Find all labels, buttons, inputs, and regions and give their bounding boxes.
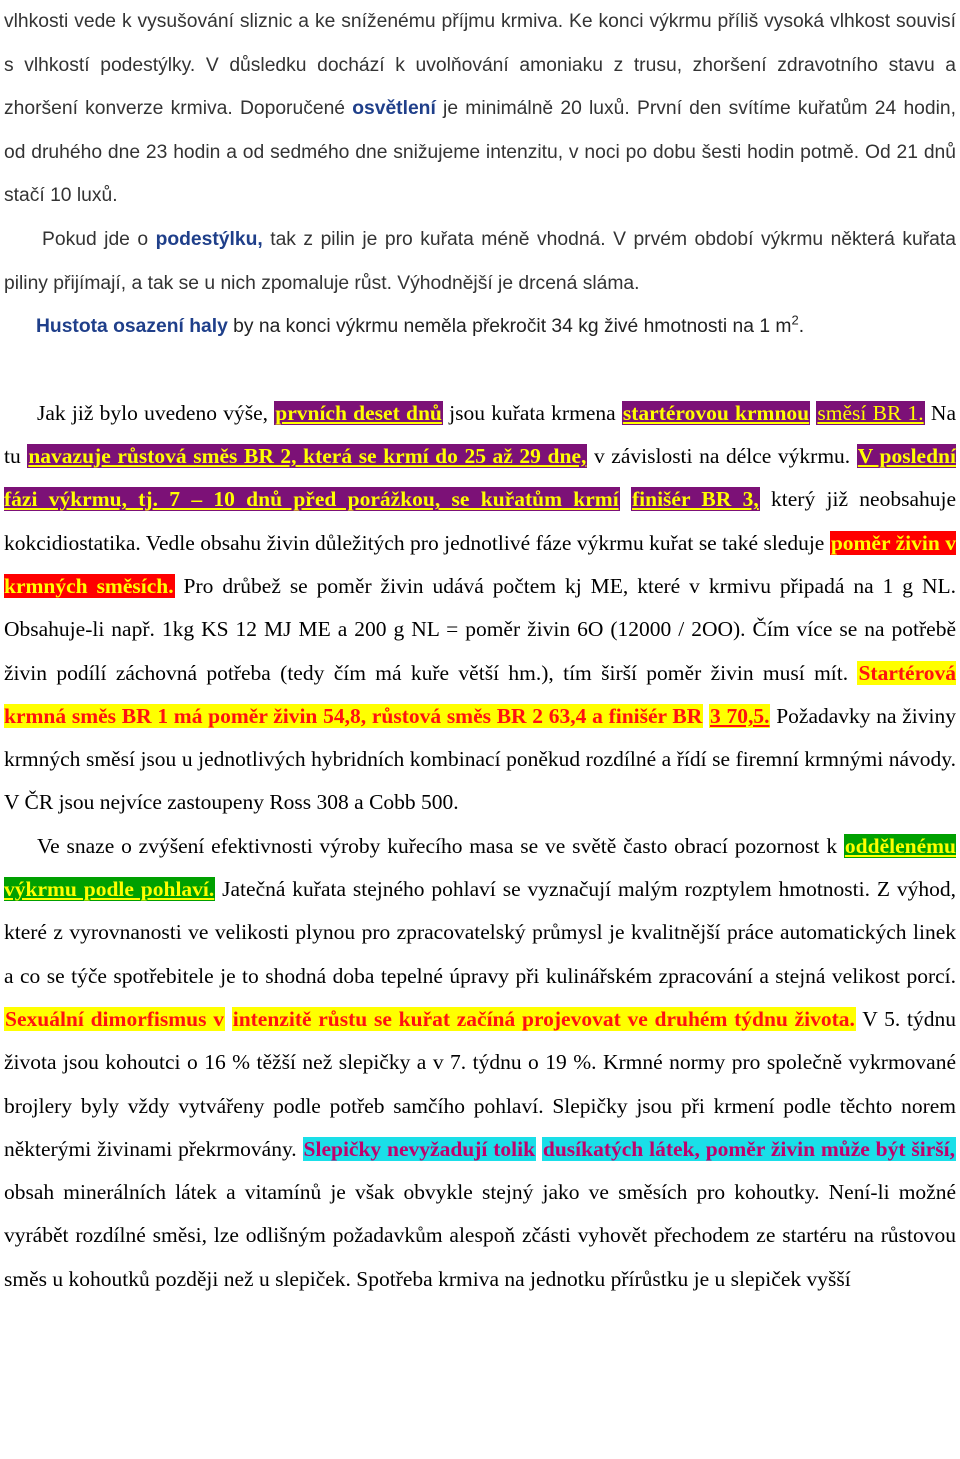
text: Pro drůbež se poměr živin udává počtem kj ME, které v krmivu připadá na 1 g NL. Obsahuje-li např. 1kg KS 12 MJ ME a 200 g NL = poměr živin 6O (12000 / 2OO). Čím více se na potřebě živin podílí záchovná potřeba (tedy čím má kuře větší hm.), tím širší poměr živin musí mít. [4, 573, 956, 685]
highlight-dimorphism: Sexuální dimorfismus v [5, 1006, 224, 1031]
paragraph-sex-separation [4, 825, 956, 1301]
spacer [4, 349, 956, 392]
text: V 5. týdnu života jsou kohoutci o 16 % těžší než slepičky a v 7. týdnu o 19 %. Krmné normy pro společně vykrmované brojlery byly vždy vytvářeny podle potřeb samčího pohlaví. Slepičky jsou při krmení podle těchto norem některými živinami překrmovány. [4, 1006, 957, 1161]
superscript: 2 [791, 312, 799, 328]
keyword-density: Hustota osazení haly [36, 316, 228, 338]
text: je minimálně 20 luxů. První den svítíme kuřatům 24 hodin, od druhého dne 23 hodin a od sedmého dne snižujeme intenzitu, v noci po dobu šesti hodin potmě. Od 21 dnů stačí 10 luxů. [4, 98, 956, 207]
highlight-ratio-values-cont: 3 70,5. [710, 703, 770, 728]
text: Ve snaze o zvýšení efektivnosti výroby kuřecího masa se ve světě často obrací pozornost k [37, 833, 844, 858]
highlight-hens-nitrogen-cont: dusíkatých látek, poměr živin může být širší, [542, 1136, 955, 1161]
highlight-starter-mix: startérovou krmnou [622, 400, 810, 425]
text: v závislosti na délce výkrmu. [587, 444, 857, 469]
highlight-ratio-values: Startérová krmná směs BR 1 má poměr živin 54,8, růstová směs BR 2 63,4 a finišér BR [4, 660, 956, 728]
highlight-hens-nitrogen: Slepičky nevyžadují tolik [303, 1136, 536, 1161]
keyword-bedding: podestýlku, [155, 228, 263, 250]
text: Jak již bylo uvedeno výše, [37, 400, 275, 425]
highlight-finisher: V poslední fázi výkrmu, tj. 7 – 10 dnů před porážkou, se kuřatům krmí [4, 444, 956, 512]
text: Jatečná kuřata stejného pohlaví se vyznačují malým rozptylem hmotnosti. Z výhod, které z vyrovnanosti ve velikosti plynou pro zpracovatelský průmysl je kvalitnější práce automatických linek a co se týče spotřebitele je to shodná doba tepelné úpravy při kulinářském zpracování a stejná velikost porcí. [4, 877, 956, 988]
highlight-separate-fattening: oddělenému výkrmu podle pohlaví. [4, 833, 956, 902]
text: Pokud jde o [42, 228, 156, 250]
highlight-growth-mix: navazuje růstová směs BR 2, která se krmí do 25 až 29 dne, [28, 444, 587, 469]
paragraph-bedding [4, 218, 956, 305]
text: obsah minerálních látek a vitamínů je však obvykle stejný jako ve směsích pro kohoutky. Není-li možné vyrábět rozdílné směsi, lze odlišným požadavkům alespoň zčásti vyhovět přechodem ze startéru na růstovou směs u kohoutků později než u slepiček. Spotřeba krmiva na jednotku přírůstku je u slepiček vyšší [4, 1180, 956, 1291]
text: Požadavky na živiny krmných směsí jsou u jednotlivých hybridních kombinací poněkud rozdílné a řídí se firemní krmnými návody. V ČR jsou nejvíce zastoupeny Ross 308 a Cobb 500. [4, 703, 957, 815]
text: který již neobsahuje kokcidiostatika. Vedle obsahu živin důležitých pro jednotlivé fáze výkrmu kuřat se také sleduje [4, 487, 957, 555]
highlight-finisher-cont: finišér BR 3, [631, 487, 759, 512]
text: Na tu [4, 400, 956, 469]
highlight-starter-mix-cont: směsí BR 1. [817, 400, 924, 425]
paragraph-feed-mixtures [4, 392, 956, 825]
text: jsou kuřata krmena [442, 400, 622, 425]
text: tak z pilin je pro kuřata méně vhodná. V prvém období výkrmu některá kuřata piliny přijímají, a tak se u nich zpomaluje růst. Výhodnější je drcená sláma. [4, 228, 956, 294]
keyword-lighting: osvětlení [352, 98, 436, 120]
highlight-nutrient-ratio: poměr živin v krmných směsích. [4, 530, 956, 598]
highlight-first-ten-days: prvních deset dnů [275, 400, 442, 425]
text: by na konci výkrmu neměla překročit 34 kg živé hmotnosti na 1 m [227, 316, 792, 338]
paragraph-lighting [4, 0, 956, 218]
text: . [798, 316, 805, 338]
text: vlhkosti vede k vysušování sliznic a ke sníženému příjmu krmiva. Ke konci výkrmu příliš vysoká vlhkost souvisí s vlhkostí podestýlky. V důsledku dochází k uvolňování amoniaku z trusu, zhoršení zdravotního stavu a zhoršení konverze krmiva. Doporučené [4, 11, 956, 120]
paragraph-density [4, 305, 956, 349]
highlight-dimorphism-cont: intenzitě růstu se kuřat začíná projevovat ve druhém týdnu života. [232, 1006, 855, 1031]
